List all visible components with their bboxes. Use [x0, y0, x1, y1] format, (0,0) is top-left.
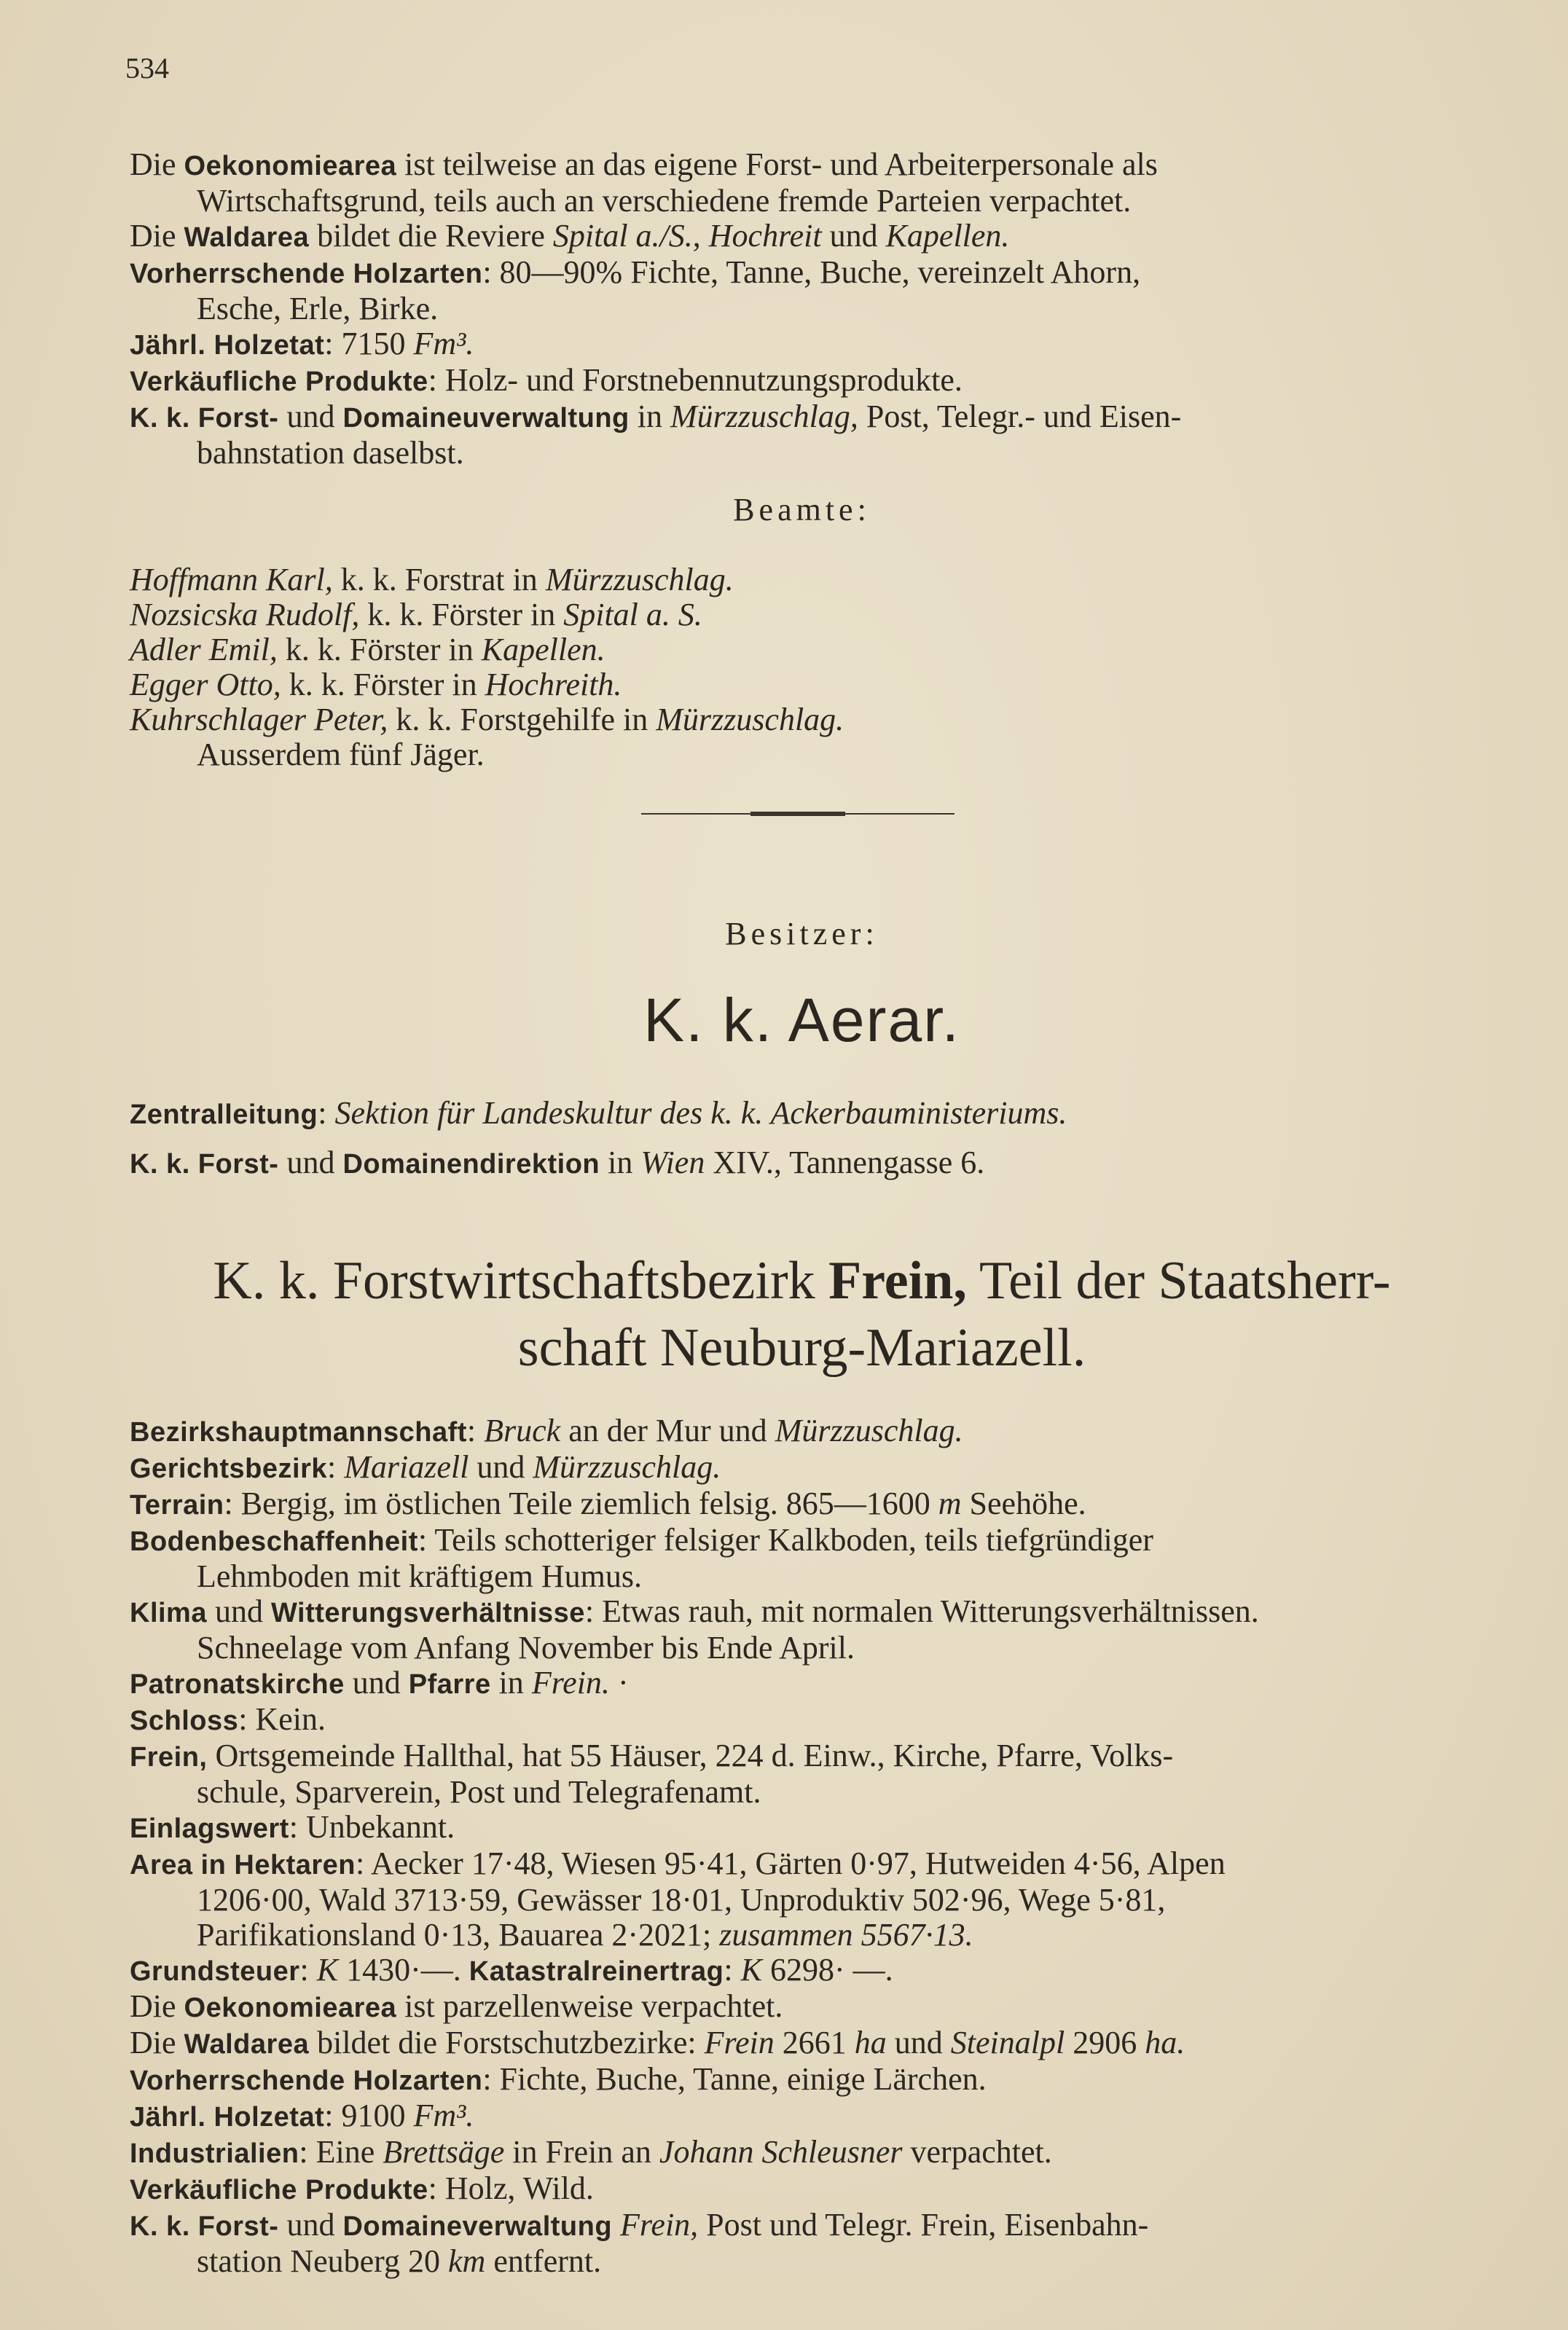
section-divider [641, 811, 954, 817]
text-line: Schloss: Kein. [130, 1701, 326, 1737]
official-entry: Adler Emil, k. k. Förster in Kapellen. [130, 632, 605, 667]
text-line: schule, Sparverein, Post und Telegrafenamt. [197, 1774, 761, 1810]
text-line: Bezirkshauptmannschaft: Bruck an der Mur und Mürzzuschlag. [130, 1413, 963, 1448]
owner-label: Besitzer: [725, 916, 879, 952]
text-line: Gerichtsbezirk: Mariazell und Mürzzuschlag. [130, 1449, 721, 1485]
text-line: 1206·00, Wald 3713·59, Gewässer 18·01, Unproduktiv 502·96, Wege 5·81, [197, 1882, 1166, 1918]
text-line: Vorherrschende Holzarten: 80—90% Fichte, Tanne, Buche, vereinzelt Ahorn, [130, 254, 1141, 290]
official-entry: Egger Otto, k. k. Förster in Hochreith. [130, 667, 622, 702]
top-section [130, 147, 1474, 471]
text-line: Esche, Erle, Birke. [197, 291, 439, 326]
text-line: Jährl. Holzetat: 7150 Fm³. [130, 326, 474, 361]
text-line: Bodenbeschaffenheit: Teils schotteriger felsiger Kalkboden, teils tiefgründiger [130, 1522, 1153, 1558]
text-line: Schneelage vom Anfang November bis Ende April. [197, 1630, 855, 1666]
page-number: 534 [125, 52, 169, 85]
text-line: Lehmboden mit kräftigem Humus. [197, 1558, 642, 1594]
official-entry: Hoffmann Karl, k. k. Forstrat in Mürzzuschlag. [130, 562, 734, 597]
text-line: Wirtschaftsgrund, teils auch an verschiedene fremde Parteien verpachtet. [197, 183, 1132, 219]
text-line: Jährl. Holzetat: 9100 Fm³. [130, 2098, 474, 2133]
text-line: Verkäufliche Produkte: Holz, Wild. [130, 2170, 594, 2206]
text-line: Die Waldarea bildet die Reviere Spital a./S., Hochreit und Kapellen. [130, 218, 1010, 254]
officials-list [130, 562, 1474, 772]
text-line: bahnstation daselbst. [197, 435, 464, 471]
text-line: Vorherrschende Holzarten: Fichte, Buche, Tanne, einige Lärchen. [130, 2061, 987, 2097]
text-line: Ausserdem fünf Jäger. [197, 737, 485, 772]
text-line: Einlagswert: Unbekannt. [130, 1809, 455, 1845]
text-line: station Neuberg 20 km entfernt. [197, 2243, 602, 2279]
text-line: Industrialien: Eine Brettsäge in Frein an Johann Schleusner verpachtet. [130, 2134, 1052, 2170]
text-line: K. k. Forst- und Domainendirektion in Wien XIV., Tannengasse 6. [130, 1145, 985, 1180]
owner-name: K. k. Aerar. [643, 986, 960, 1054]
text-line: Die Oekonomiearea ist parzellenweise verpachtet. [130, 1988, 783, 2024]
text-line: Verkäufliche Produkte: Holz- und Forstnebennutzungsprodukte. [130, 362, 963, 398]
text-line: Zentralleitung: Sektion für Landeskultur des k. k. Ackerbauministeriums. [130, 1095, 1067, 1131]
text-line: K. k. Forst- und Domaineuverwaltung in Mürzzuschlag, Post, Telegr.- und Eisen- [130, 399, 1182, 434]
text-line: Patronatskirche und Pfarre in Frein. · [130, 1665, 629, 1701]
beamte-heading: Beamte: [733, 492, 871, 527]
district-heading: K. k. Forstwirtschaftsbezirk Frein, Teil der Staatsherr- schaft Neuburg-Mariazell. [213, 1251, 1391, 1378]
district-details [130, 1413, 1474, 2279]
text-line: Frein, Ortsgemeinde Hallthal, hat 55 Häuser, 224 d. Einw., Kirche, Pfarre, Volks- [130, 1738, 1174, 1773]
text-line: Terrain: Bergig, im östlichen Teile ziemlich felsig. 865—1600 m Seehöhe. [130, 1486, 1086, 1521]
official-entry: Kuhrschlager Peter, k. k. Forstgehilfe in Mürzzuschlag. [130, 702, 844, 737]
text-line: Area in Hektaren: Aecker 17·48, Wiesen 95·41, Gärten 0·97, Hutweiden 4·56, Alpen [130, 1845, 1226, 1881]
text-line: K. k. Forst- und Domaineverwaltung Frein, Post und Telegr. Frein, Eisenbahn- [130, 2207, 1149, 2243]
text-line: Grundsteuer: K 1430·—. Katastralreinertrag: K 6298· —. [130, 1952, 893, 1988]
owner-details [130, 1096, 1474, 1182]
text-line: Klima und Witterungsverhältnisse: Etwas rauh, mit normalen Witterungsverhältnissen. [130, 1593, 1259, 1629]
official-entry: Nozsicska Rudolf, k. k. Förster in Spital a. S. [130, 597, 702, 632]
text-line: Parifikationsland 0·13, Bauarea 2·2021; zusammen 5567·13. [197, 1917, 973, 1953]
text-line: Die Oekonomiearea ist teilweise an das eigene Forst- und Arbeiterpersonale als [130, 146, 1158, 182]
text-line: Die Waldarea bildet die Forstschutzbezirke: Frein 2661 ha und Steinalpl 2906 ha. [130, 2025, 1185, 2060]
